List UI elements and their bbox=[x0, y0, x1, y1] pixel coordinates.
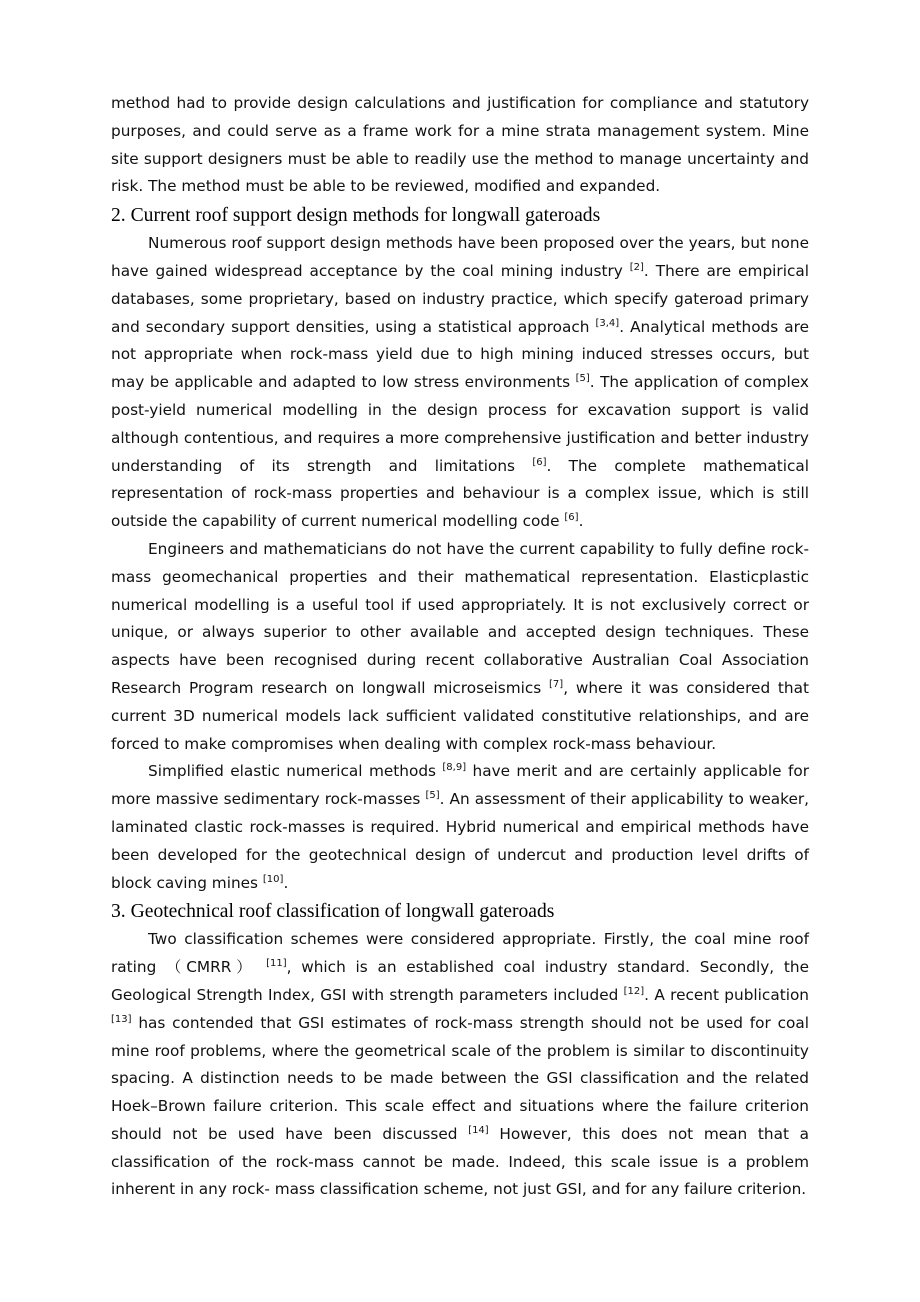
paragraph-text: . An assessment of their applicability to weaker, laminated clastic rock-masses is required. Hybrid numerical and empirical methods have been developed for the geotechnical design of undercut and production level drifts of block caving mines bbox=[111, 790, 810, 892]
citation-2: [2] bbox=[629, 261, 644, 273]
section-3-paragraph-1 bbox=[111, 926, 809, 1204]
paragraph-text: However, this does not mean that a classification of the rock-mass cannot be made. Indeed, this scale issue is a problem inherent in any rock- mass classification scheme, not just GSI, and for any failure criterion. bbox=[111, 1124, 810, 1199]
section-2-paragraph-1 bbox=[111, 230, 809, 536]
paragraph-text: have merit and are certainly applicable for more massive sedimentary rock-masses bbox=[111, 762, 809, 809]
paragraph-text: Engineers and mathematicians do not have the current capability to fully define rock-mass geomechanical properties and their mathematical representation. Elasticplastic numerical modelling is a useful tool if used appropriately. It is not exclusively correct or unique, or always superior to other available and accepted design techniques. These aspects have been recognised during recent collaborative Australian Coal Association Research Program research on longwall microseismics bbox=[111, 539, 809, 697]
citation-6: [6] bbox=[532, 456, 547, 468]
citation-13: [13] bbox=[111, 1013, 132, 1025]
paragraph-text: . The complete mathematical representation of rock-mass properties and behaviour is a complex issue, which is still outside the capability of current numerical modelling code bbox=[111, 456, 809, 531]
section-2-heading: 2. Current roof support design methods for longwall gateroads bbox=[111, 205, 601, 227]
section-2-paragraph-3 bbox=[111, 758, 809, 897]
citation-6: [6] bbox=[564, 512, 579, 524]
paragraph-text: . A recent publication bbox=[644, 985, 809, 1004]
paragraph-text: Numerous roof support design methods have been proposed over the years, but none have gained widespread acceptance by the coal mining industry bbox=[111, 234, 809, 280]
citation-10: [10] bbox=[262, 873, 284, 885]
paragraph-text: . The application of complex post-yield numerical modelling in the design process for excavation support is valid although contentious, and requires a more comprehensive justification and better industry understanding of its strength and limitations bbox=[111, 373, 809, 475]
citation-14: [14] bbox=[468, 1124, 489, 1136]
citation-5: [5] bbox=[575, 373, 590, 385]
citation-11: [11] bbox=[266, 958, 287, 970]
paragraph-text: . bbox=[578, 512, 584, 531]
intro-paragraph: method had to provide design calculations and justification for compliance and statutory purposes, and could serve as a frame work for a mine strata management system. Mine site support designers must be able to readily use the method to manage uncertainty and risk. The method must be able to be reviewed, modified and expanded. bbox=[111, 94, 809, 196]
citation-8-9: [8,9] bbox=[442, 762, 467, 774]
citation-3-4: [3,4] bbox=[595, 317, 620, 329]
paragraph-text: , where it was considered that current 3D numerical models lack sufficient validated constitutive relationships, and are forced to make compromises when dealing with complex rock-mass behaviour. bbox=[111, 678, 809, 753]
section-2-paragraph-2 bbox=[111, 536, 809, 758]
paragraph-text: . Analytical methods are not appropriate when rock-mass yield due to high mining induced stresses occurs, but may be applicable and adapted to low stress environments bbox=[111, 317, 809, 392]
citation-5: [5] bbox=[425, 790, 440, 802]
citation-7: [7] bbox=[549, 678, 564, 690]
citation-12: [12] bbox=[623, 985, 645, 997]
paragraph-text: , which is an established coal industry standard. Secondly, the Geological Strength Index, GSI with strength parameters included bbox=[111, 958, 809, 1004]
paragraph-text: . bbox=[283, 873, 289, 892]
paragraph-text: has contended that GSI estimates of rock-mass strength should not be used for coal mine roof problems, where the geometrical scale of the problem is similar to discontinuity spacing. A distinction needs to be made between the GSI classification and the related Hoek–Brown failure criterion. This scale effect and situations where the failure criterion should not be used have been discussed bbox=[111, 1013, 809, 1143]
document-page bbox=[111, 90, 809, 1204]
paragraph-text: . There are empirical databases, some proprietary, based on industry practice, which specify gateroad primary and secondary support densities, using a statistical approach bbox=[111, 261, 809, 336]
paragraph-text: Simplified elastic numerical methods bbox=[148, 762, 443, 781]
paragraph-text: Two classification schemes were considered appropriate. Firstly, the coal mine roof rating （CMRR） bbox=[111, 930, 809, 977]
section-3-heading: 3. Geotechnical roof classification of longwall gateroads bbox=[111, 901, 555, 923]
